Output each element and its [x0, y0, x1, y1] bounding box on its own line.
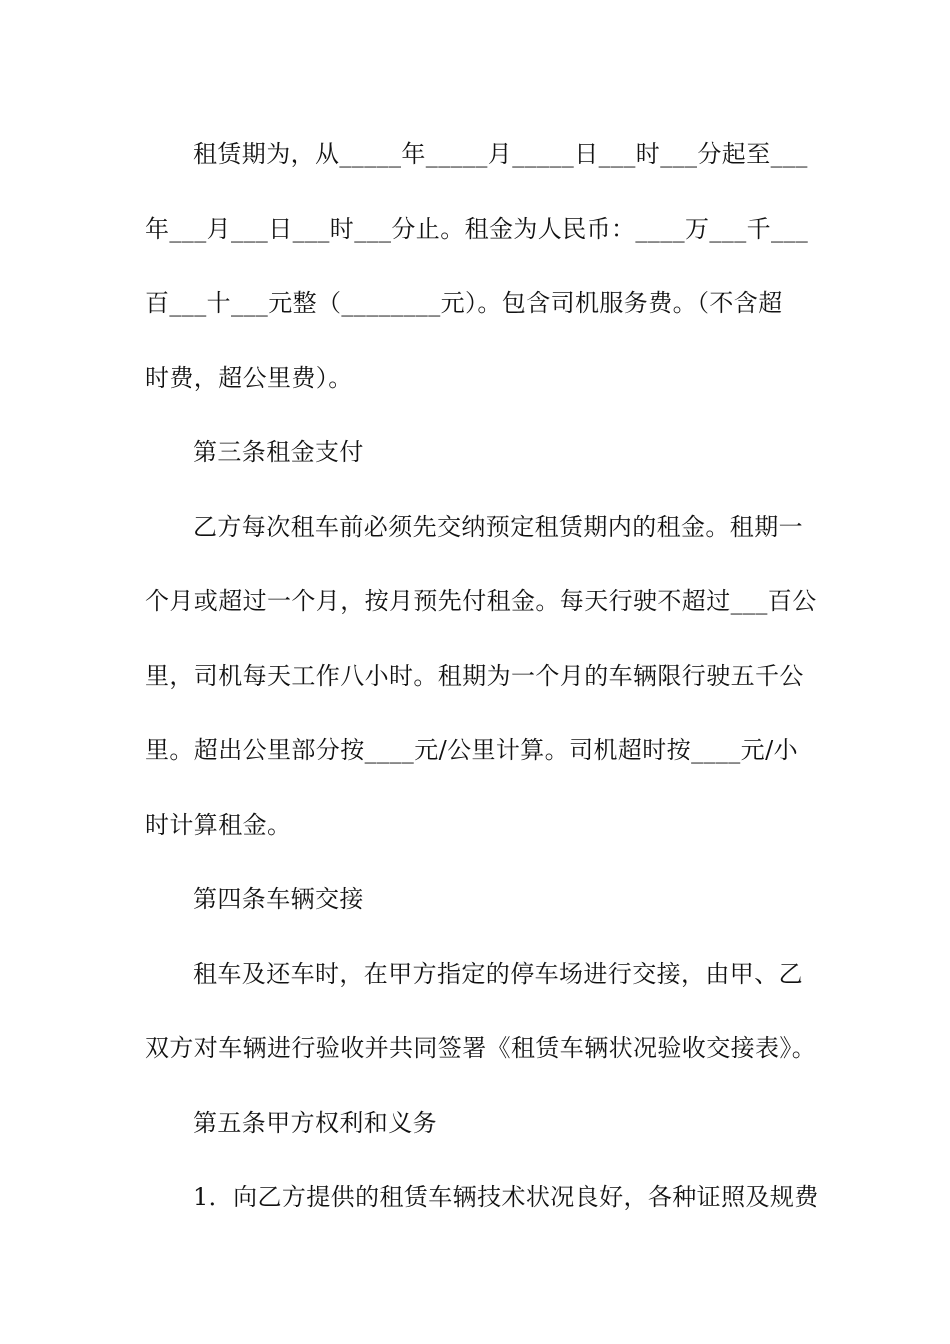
section-heading: 第五条甲方权利和义务: [193, 1108, 437, 1137]
paragraph-line: 年___月___日___时___分止。租金为人民币：____万___千___: [145, 214, 809, 243]
paragraph-line: 1．向乙方提供的租赁车辆技术状况良好，各种证照及规费: [193, 1183, 819, 1211]
document-body: [145, 124, 819, 1242]
paragraph-line: 百___十___元整（________元）。包含司机服务费。（不含超: [145, 289, 783, 317]
paragraph-line: 里。超出公里部分按____元/公里计算。司机超时按____元/小: [145, 736, 798, 764]
paragraph-line: 租赁期为，从_____年_____月_____日___时___分起至___: [193, 140, 808, 168]
paragraph-line: 双方对车辆进行验收并共同签署《租赁车辆状况验收交接表》。: [145, 1034, 817, 1062]
paragraph-line: 时费，超公里费）。: [145, 363, 353, 392]
section-heading: 第四条车辆交接: [193, 885, 364, 913]
paragraph-line: 时计算租金。: [145, 810, 292, 839]
paragraph-line: 租车及还车时，在甲方指定的停车场进行交接，由甲、乙: [193, 959, 803, 988]
paragraph-line: 个月或超过一个月，按月预先付租金。每天行驶不超过___百公: [145, 587, 817, 615]
paragraph-line: 里，司机每天工作八小时。租期为一个月的车辆限行驶五千公: [145, 661, 804, 690]
paragraph-line: 乙方每次租车前必须先交纳预定租赁期内的租金。租期一: [193, 512, 803, 541]
section-heading: 第三条租金支付: [193, 438, 364, 466]
